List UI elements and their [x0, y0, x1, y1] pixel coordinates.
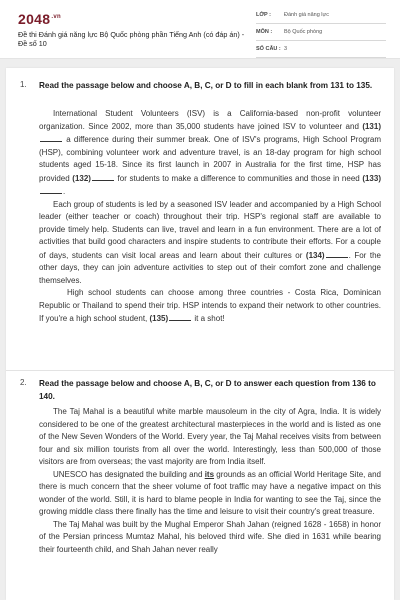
- blank-number: (131): [362, 121, 381, 131]
- blank-line[interactable]: [169, 312, 191, 321]
- blank-number: (134): [305, 250, 325, 260]
- text: High school students can choose among three countries - Costa Rica, Dominican Republic or Thailand to spend their trip. HSP intends to expand their network to other countries. If you're a high school student,: [39, 288, 381, 323]
- exam-meta: [256, 10, 386, 61]
- paragraph: [39, 108, 381, 199]
- question-heading: Read the passage below and choose A, B, C, or D to fill in each blank from 131 to 135.: [39, 81, 373, 90]
- text: Each group of students is led by a seasoned ISV leader and accompanied by a High School leader (either teacher or coach) throughout their trip. HSP's regional staff are available to provide timely help. Students can live, travel and learn in a fun environment. There are a lot of activities that build good characters and inspire students to contribute their efforts. For a couple of days, students can visit local areas and learn about their cultures or: [39, 199, 381, 260]
- blank-line[interactable]: [40, 133, 62, 142]
- text: it a shot!: [192, 314, 225, 323]
- blank-line[interactable]: [326, 249, 348, 258]
- meta-label-count: SỐ CÂU :: [256, 46, 281, 52]
- blank-line[interactable]: [92, 172, 114, 181]
- meta-row-subject: [256, 27, 386, 41]
- paragraph: [39, 469, 381, 519]
- exam-title: Đề thi Đánh giá năng lực Bộ Quốc phòng phần Tiếng Anh (có đáp án) - Đề số 10: [18, 30, 245, 48]
- meta-row-class: [256, 10, 386, 24]
- question-number: 1.: [20, 80, 27, 89]
- meta-value-subject: Bộ Quốc phòng: [284, 29, 323, 35]
- blank-number: (133): [362, 173, 381, 183]
- paragraph: [39, 287, 381, 326]
- question-heading: Read the passage below and choose A, B, C, or D to answer each question from 136 to 140.: [39, 379, 376, 401]
- meta-value-count: 3: [284, 46, 288, 52]
- paragraph: The Taj Mahal was built by the Mughal Emperor Shah Jahan (reigned 1628 - 1658) in honor of the Persian princess Mumtaz Mahal, his beloved third wife. She died in 1631 while bearing their fourteenth child, and Shah Jahan never really: [39, 519, 381, 554]
- page-header: [0, 0, 400, 59]
- divider: [6, 370, 394, 371]
- text: grounds as an official World Heritage Site, and there is much concern that the sheer volume of foot traffic may have a negative impact on this wonder of the world. Still, it is hard to blame people in India for wanting to see the Taj, since the growing middle class there finally has the time and leisure to visit their country's great treasure.: [39, 469, 381, 516]
- site-logo[interactable]: [18, 11, 61, 27]
- text: .: [63, 187, 66, 196]
- text: International Student Volunteers (ISV) is a California-based non-profit volunteer organization. Since 2002, more than 35,000 students have joined ISV to volunteer and: [39, 109, 381, 131]
- blank-line[interactable]: [40, 185, 62, 194]
- paragraph: [39, 199, 381, 288]
- text: UNESCO has designated the building and: [53, 469, 205, 479]
- logo-text: 2048: [18, 11, 51, 27]
- question-number: 2.: [20, 378, 27, 387]
- underlined-word: its: [204, 469, 215, 479]
- exam-paper: [6, 68, 394, 600]
- blank-number: (132): [72, 173, 91, 183]
- meta-label-class: LỚP :: [256, 12, 271, 18]
- paragraph: The Taj Mahal is a beautiful white marble mausoleum in the city of Agra, India. It is widely considered to be one of the greatest architectural masterpieces in the world and is listed as one of the New Seven Wonders of the World. Every year, the Taj Mahal receives visits from between four and six million tourists from all over the world. Interestingly, less than 500,000 of those visitors are from overseas; the vast majority are from India itself.: [39, 407, 381, 466]
- passage: [39, 406, 381, 556]
- meta-value-class: Đánh giá năng lực: [284, 12, 329, 18]
- passage: [39, 108, 381, 326]
- logo-suffix: .vn: [51, 14, 61, 20]
- text: for students to make a difference to communities and those in need: [114, 173, 363, 183]
- blank-number: (135): [149, 314, 169, 323]
- meta-label-subject: MÔN :: [256, 29, 273, 35]
- text: a difference during their summer break. One of ISV's programs, High School Program (HSP), combining volunteer work and adventure travel, is an 18-day program for high school students aged 15-18. Since its first launch in 2007 in Australia for the first time, HSP has provided: [39, 135, 381, 183]
- meta-row-count: [256, 44, 386, 58]
- text: . For the other days, they can join adventure activities to step out of their comfort zone and challenge themselves.: [39, 250, 381, 285]
